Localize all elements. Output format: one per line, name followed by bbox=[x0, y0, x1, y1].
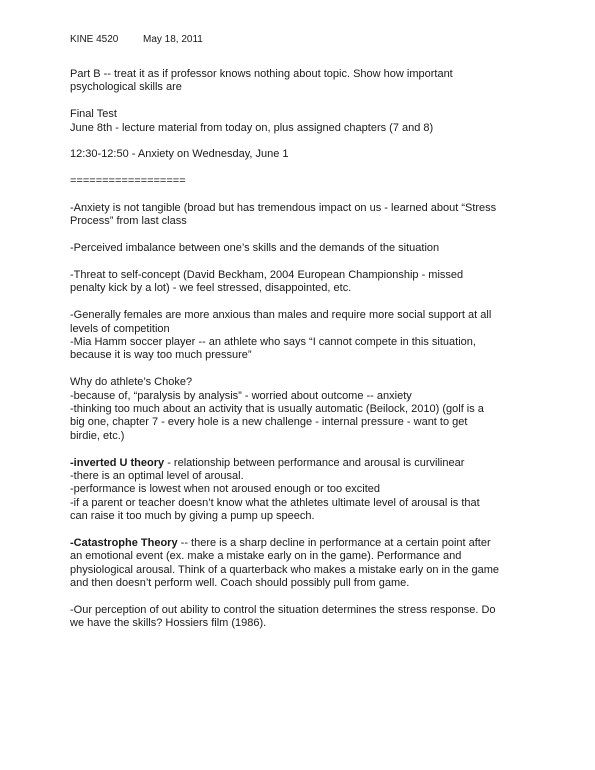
text-line: big one, chapter 7 - every hole is a new challenge - internal pressure - want to get bbox=[70, 416, 468, 429]
dash: - bbox=[70, 537, 74, 550]
text-line: -there is an optimal level of arousal. bbox=[70, 470, 244, 483]
text-line: an emotional event (ex. make a mistake early on in the game). Performance and bbox=[70, 550, 462, 563]
text-line: levels of competition bbox=[70, 322, 170, 335]
inverted-u-heading-line bbox=[70, 457, 540, 470]
divider-line bbox=[70, 175, 540, 188]
text-line: -thinking too much about an activity that is usually automatic (Beilock, 2010) (golf is a bbox=[70, 403, 484, 416]
catastrophe-heading-line bbox=[70, 537, 540, 550]
text-line: -Threat to self-concept (David Beckham, 2004 European Championship - missed bbox=[70, 269, 464, 281]
catastrophe-term: Catastrophe Theory bbox=[73, 537, 178, 550]
dash: - bbox=[70, 456, 74, 469]
inverted-u-term: inverted U theory bbox=[73, 456, 165, 469]
choke-heading: Why do athlete’s Choke? bbox=[70, 376, 193, 389]
text-line: because it is way too much pressure” bbox=[70, 349, 252, 362]
lecture-date: May 18, 2011 bbox=[143, 34, 203, 45]
page-header bbox=[70, 34, 203, 46]
perception-paragraph bbox=[70, 604, 540, 631]
text-line: physiological arousal. Think of a quarterback who makes a mistake early on in the game bbox=[70, 563, 500, 576]
text-line: penalty kick by a lot) - we feel stressed, disappointed, etc. bbox=[70, 282, 352, 295]
final-test-paragraph bbox=[70, 108, 540, 135]
text-line: -if a parent or teacher doesn’t know what the athletes ultimate level of arousal is that bbox=[70, 496, 480, 509]
notes-body bbox=[70, 68, 540, 631]
females-paragraph bbox=[70, 309, 540, 363]
text-line: 12:30-12:50 - Anxiety on Wednesday, June 1 bbox=[70, 148, 289, 161]
text-line: and then doesn’t perform well. Coach should possibly pull from game. bbox=[70, 577, 410, 590]
course-code: KINE 4520 bbox=[70, 34, 119, 45]
anxiety-tangible-paragraph bbox=[70, 202, 540, 229]
text-line: can raise it too much by giving a pump up speech. bbox=[70, 510, 315, 523]
text-line: psychological skills are bbox=[70, 81, 182, 94]
anxiety-time-paragraph bbox=[70, 148, 540, 161]
inverted-u-definition: - relationship between performance and arousal is curvilinear bbox=[164, 456, 465, 469]
inverted-u-paragraph bbox=[70, 457, 540, 524]
threat-paragraph bbox=[70, 269, 540, 296]
divider-text: ================== bbox=[70, 175, 186, 188]
text-line: we have the skills? Hossiers film (1986). bbox=[70, 617, 267, 630]
text-line: -Perceived imbalance between one’s skills and the demands of the situation bbox=[70, 242, 440, 255]
text-line: birdie, etc.) bbox=[70, 429, 125, 442]
text-line: -Anxiety is not tangible (broad but has tremendous impact on us - learned about “Stress bbox=[70, 202, 497, 214]
text-line: -Mia Hamm soccer player -- an athlete who says “I cannot compete in this situation, bbox=[70, 336, 476, 349]
text-line: Process” from last class bbox=[70, 215, 187, 228]
text-line: Part B -- treat it as if professor knows nothing about topic. Show how important bbox=[70, 68, 453, 80]
text-line: -because of, “paralysis by analysis” - worried about outcome -- anxiety bbox=[70, 389, 412, 402]
text-line: -performance is lowest when not aroused enough or too excited bbox=[70, 483, 381, 496]
final-test-heading: Final Test bbox=[70, 108, 117, 121]
part-b-paragraph bbox=[70, 68, 540, 95]
text-line: -Our perception of out ability to control the situation determines the stress response. Do bbox=[70, 604, 496, 617]
text-line: -Generally females are more anxious than males and require more social support at all bbox=[70, 309, 492, 322]
choke-paragraph bbox=[70, 376, 540, 443]
text-line: June 8th - lecture material from today on, plus assigned chapters (7 and 8) bbox=[70, 121, 434, 134]
catastrophe-definition: -- there is a sharp decline in performance at a certain point after bbox=[177, 537, 491, 550]
catastrophe-paragraph bbox=[70, 537, 540, 591]
perceived-imbalance-paragraph bbox=[70, 242, 540, 255]
